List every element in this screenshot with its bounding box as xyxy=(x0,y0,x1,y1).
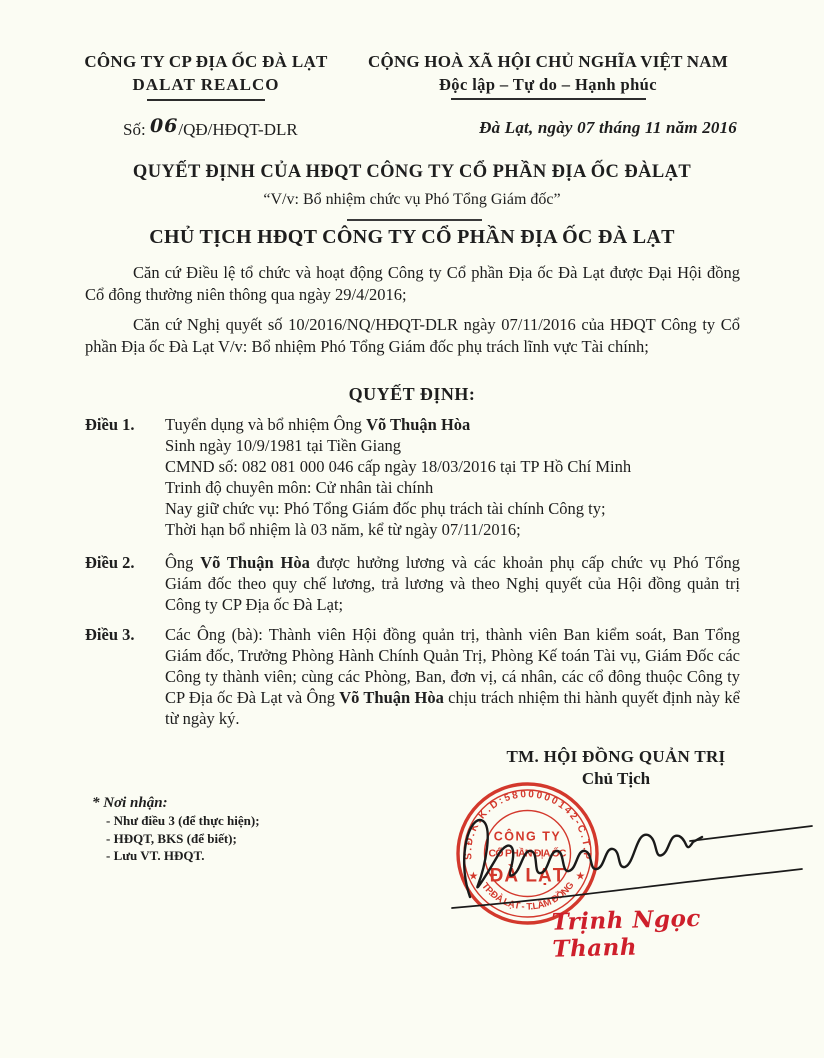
company-name: CÔNG TY CP ĐỊA ỐC ĐÀ LẠT xyxy=(84,52,328,71)
preamble-paragraph: Căn cứ Điều lệ tổ chức và hoạt động Công ty Cổ phần Địa ốc Đà Lạt được Đại Hội đồng Cổ đông thường niên thông qua ngày 29/4/2016; xyxy=(85,263,740,304)
header-national-block xyxy=(352,52,744,100)
article-1-line: Nay giữ chức vụ: Phó Tổng Giám đốc phụ trách tài chính Công ty; xyxy=(165,499,606,518)
header-company-block xyxy=(60,52,352,101)
signer-name: Trịnh Ngọc Thanh xyxy=(551,904,702,963)
preamble-paragraph: Căn cứ Nghị quyết số 10/2016/NQ/HĐQT-DLR ngày 07/11/2016 của HĐQT Công ty Cổ phần Địa ốc Đà Lạt V/v: Bổ nhiệm Phó Tổng Giám đốc phụ trách lĩnh vực Tài chính; xyxy=(85,315,740,356)
article-2-label: Điều 2. xyxy=(85,553,135,572)
article-2-text: Ông xyxy=(165,553,201,572)
star-icon: ★ xyxy=(468,870,479,883)
article-2-text: được hưởng lương và các khoản phụ cấp chức vụ Phó Tổng Giám đốc theo quy chế lương, trả lương và theo Nghị quyết của Hội đồng quản trị Công ty CP Địa ốc Đà Lạt; xyxy=(165,553,740,614)
decision-subject: “V/v: Bổ nhiệm chức vụ Phó Tổng Giám đốc” xyxy=(263,191,561,208)
signature-underline xyxy=(452,869,802,908)
national-motto: Độc lập – Tự do – Hạnh phúc xyxy=(438,75,657,94)
stamp-location-text: TP.ĐÀ LẠT - T.LÂM ĐỒNG xyxy=(479,880,577,913)
document-number-suffix: /QĐ/HĐQT-DLR xyxy=(178,120,298,139)
stamp-center-line1: CÔNG TY xyxy=(493,829,562,844)
article-1-line: Trinh độ chuyên môn: Cử nhân tài chính xyxy=(165,478,434,497)
national-title: CỘNG HOÀ XÃ HỘI CHỦ NGHĨA VIỆT NAM xyxy=(368,52,728,71)
document-number-handwritten: 06 xyxy=(149,115,179,137)
article-3-label: Điều 3. xyxy=(85,625,135,644)
stamp-center-line2: CỔ PHẦN ĐỊA ỐC xyxy=(488,847,567,860)
article-1-line: Thời hạn bổ nhiệm là 03 năm, kể từ ngày 07/11/2016; xyxy=(165,520,521,539)
company-underline-rule xyxy=(147,99,265,101)
decision-heading: QUYẾT ĐỊNH: xyxy=(348,384,476,404)
issuer-heading: CHỦ TỊCH HĐQT CÔNG TY CỔ PHẦN ĐỊA ỐC ĐÀ LẠT xyxy=(149,226,675,248)
title-divider-rule xyxy=(347,219,482,221)
decision-title: QUYẾT ĐỊNH CỦA HĐQT CÔNG TY CỔ PHẦN ĐỊA ỐC ĐÀLẠT xyxy=(132,162,692,182)
document-number xyxy=(123,115,298,140)
article-2 xyxy=(85,552,740,615)
article-1-line xyxy=(165,414,740,435)
article-3 xyxy=(85,624,740,729)
appointee-name: Võ Thuận Hòa xyxy=(200,553,310,572)
signature-flourish-line xyxy=(690,826,812,841)
recipients-heading: * Nơi nhận: xyxy=(92,795,168,811)
motto-underline-rule xyxy=(451,98,646,100)
article-2-body xyxy=(165,552,740,615)
appointee-name: Võ Thuận Hòa xyxy=(339,688,444,707)
article-1-line1-text: Tuyển dụng và bổ nhiệm Ông xyxy=(165,415,367,434)
recipients-block xyxy=(92,795,352,865)
signature-scrawl xyxy=(464,820,702,897)
stamp-registration-number: S.Đ.K.K.D:5800000142-C.T.P xyxy=(463,789,592,861)
stamp-center-line3: ĐÀ LẠT xyxy=(489,865,566,887)
article-3-text: chịu trách nhiệm thi hành quyết định này kể từ ngày ký. xyxy=(165,688,740,728)
article-1 xyxy=(85,414,740,540)
article-3-text: Các Ông (bà): Thành viên Hội đồng quản trị, thành viên Ban kiểm soát, Ban Tổng Giám đốc, Trưởng Phòng Hành Chính Quản Trị, Phòng Kế toán Tài vụ, Giám Đốc các Công ty thành viên; cùng các Phòng, Ban, đơn vị, cá nhân, các cổ đông thuộc Công ty CP Địa ốc Đà Lạt và Ông xyxy=(165,625,740,707)
recipient-item: - Như điều 3 (để thực hiện); xyxy=(106,813,260,828)
document-number-prefix: Số: xyxy=(123,120,146,139)
recipient-item: - Lưu VT. HĐQT. xyxy=(106,848,205,863)
article-1-line: CMND số: 082 081 000 046 cấp ngày 18/03/2016 tại TP Hồ Chí Minh xyxy=(165,457,632,476)
signing-authority: TM. HỘI ĐỒNG QUẢN TRỊ xyxy=(506,747,726,766)
article-1-body xyxy=(165,414,740,540)
article-3-body xyxy=(165,624,740,729)
company-alias: DALAT REALCO xyxy=(132,75,280,94)
signer-title: Chủ Tịch xyxy=(581,769,651,788)
recipient-item: - HĐQT, BKS (để biết); xyxy=(106,830,237,846)
article-1-label: Điều 1. xyxy=(85,415,135,434)
meta-row xyxy=(0,115,824,140)
appointee-name: Võ Thuận Hòa xyxy=(366,415,471,434)
star-icon: ★ xyxy=(575,870,586,883)
place-and-date: Đà Lạt, ngày 07 tháng 11 năm 2016 xyxy=(479,118,737,137)
article-1-line: Sinh ngày 10/9/1981 tại Tiền Giang xyxy=(165,436,402,455)
